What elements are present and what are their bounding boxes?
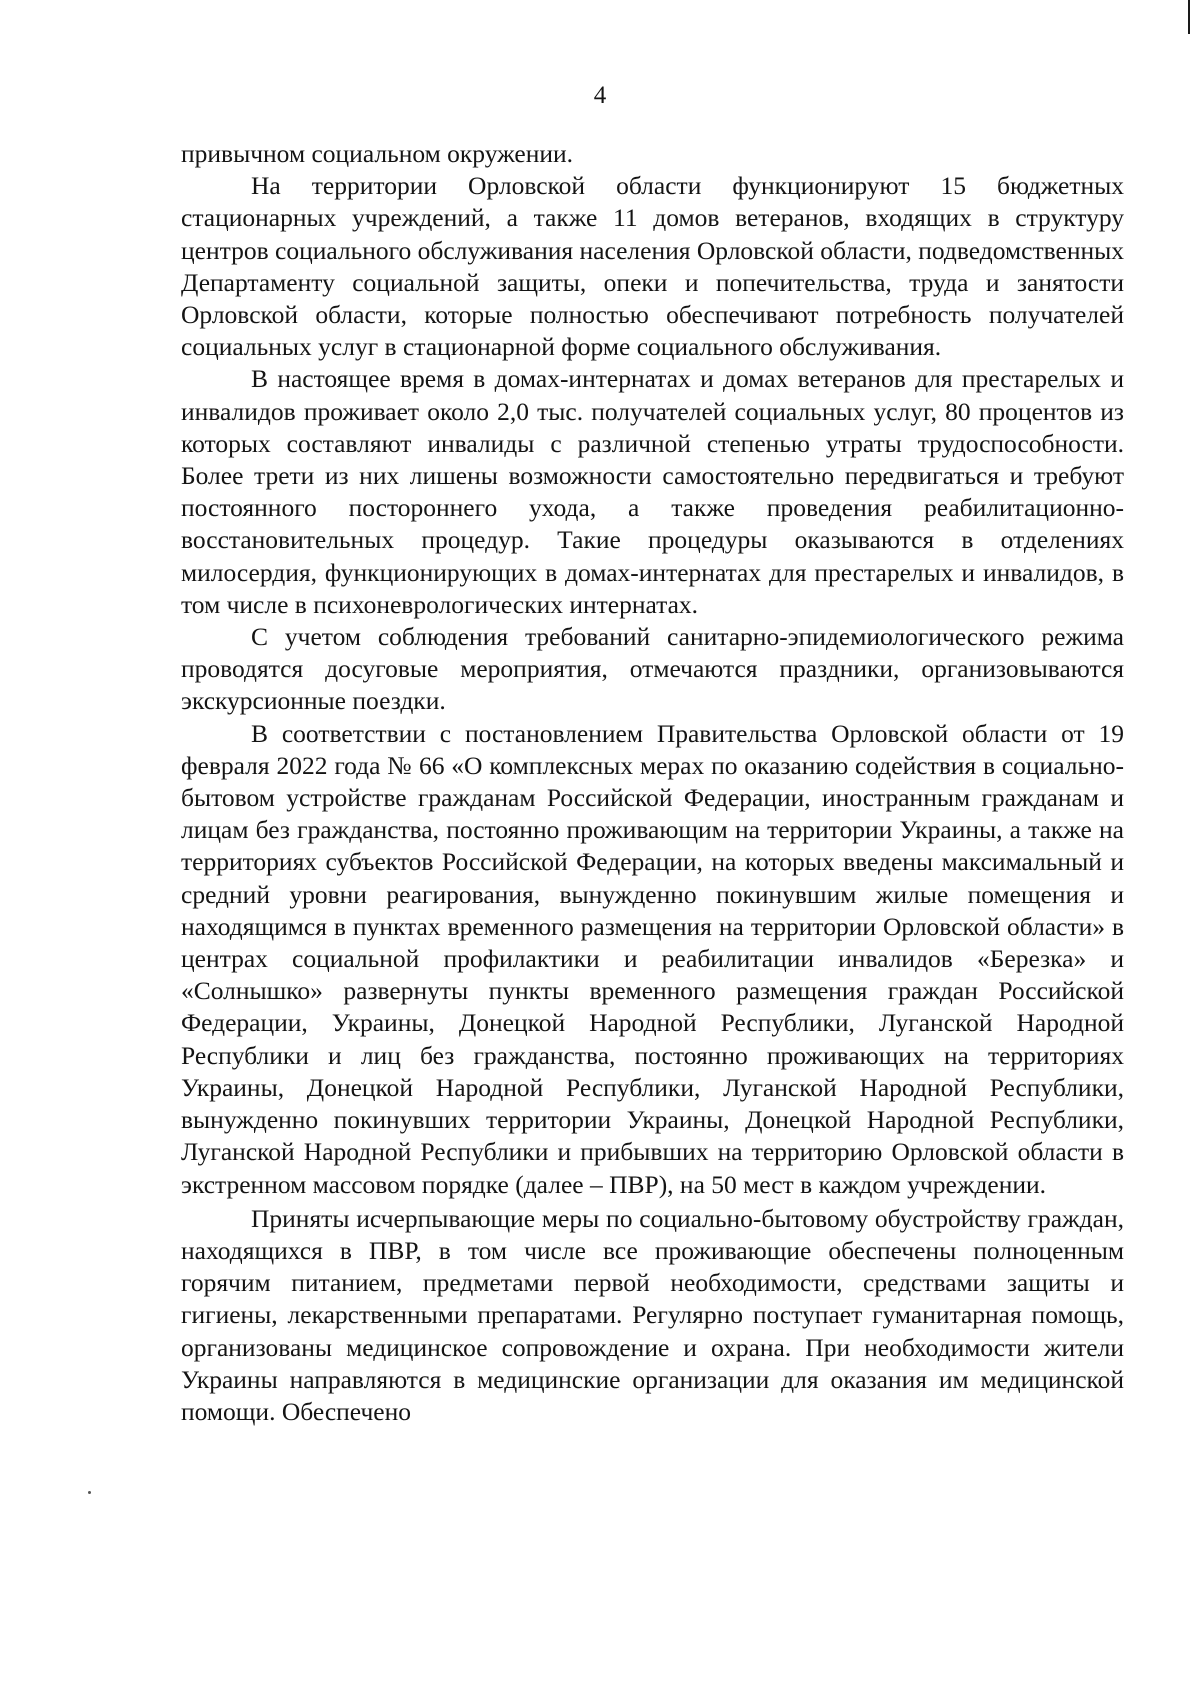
paragraph-measures: Приняты исчерпывающие меры по социально-бытовому обустройству граждан, находящихся в ПВР, в том числе все проживающие обеспечены полноценным горячим питанием, предметами первой необходимости, средствами защиты и гигиены, лекарственными препаратами. Регулярно поступает гуманитарная помощь, организованы медицинское сопровождение и охрана. При необходимости жители Украины направляются в медицинские организации для оказания им медицинской помощи. Обеспечено (181, 1203, 1124, 1426)
paragraph-institutions: На территории Орловской области функционируют 15 бюджетных стационарных учреждений, а также 11 домов ветеранов, входящих в структуру центров социального обслуживания населения Орловской области, подведомственных Департаменту социальной защиты, опеки и попечительства, труда и занятости Орловской области, которые полностью обеспечивают потребность получателей социальных услуг в стационарной форме социального обслуживания. (181, 171, 1124, 362)
scan-edge-mark (1188, 0, 1190, 34)
paragraph-resolution: В соответствии с постановлением Правительства Орловской области от 19 февраля 2022 года № 66 «О комплексных мерах по оказанию содействия в социально-бытовом устройстве гражданам Российской Федерации, иностранным гражданам и лицам без гражданства, постоянно проживающим на территории Украины, а также на территориях субъектов Российской Федерации, на которых введены максимальный и средний уровни реагирования, вынужденно покинувшим жилые помещения и находящимся в пунктах временного размещения на территории Орловской области» в центрах социальной профилактики и реабилитации инвалидов «Березка» и «Солнышко» развернуты пункты временного размещения граждан Российской Федерации, Украины, Донецкой Народной Республики, Луганской Народной Республики и лиц без гражданства, постоянно проживающих на территориях Украины, Донецкой Народной Республики, Луганской Народной Республики, вынужденно покинувших территории Украины, Донецкой Народной Республики, Луганской Народной Республики и прибывших на территорию Орловской области в экстренном массовом порядке (далее – ПВР), на 50 мест в каждом учреждении. (181, 718, 1124, 1199)
document-body (181, 138, 1124, 1428)
paragraph-leisure: С учетом соблюдения требований санитарно-эпидемиологического режима проводятся досуговые мероприятия, отмечаются праздники, организовываются экскурсионные поездки. (181, 622, 1124, 716)
paragraph-continuation: привычном социальном окружении. (181, 139, 574, 168)
page-number: 4 (593, 82, 607, 109)
paragraph-residents: В настоящее время в домах-интернатах и домах ветеранов для престарелых и инвалидов проживает около 2,0 тыс. получателей социальных услуг, 80 процентов из которых составляют инвалиды с различной степенью утраты трудоспособности. Более трети из них лишены возможности самостоятельно передвигаться и требуют постоянного постороннего ухода, а также проведения реабилитационно-восстановительных процедур. Такие процедуры оказываются в отделениях милосердия, функционирующих в домах-интернатах для престарелых и инвалидов, в том числе в психоневрологических интернатах. (181, 364, 1124, 619)
scan-speck (88, 1491, 91, 1494)
